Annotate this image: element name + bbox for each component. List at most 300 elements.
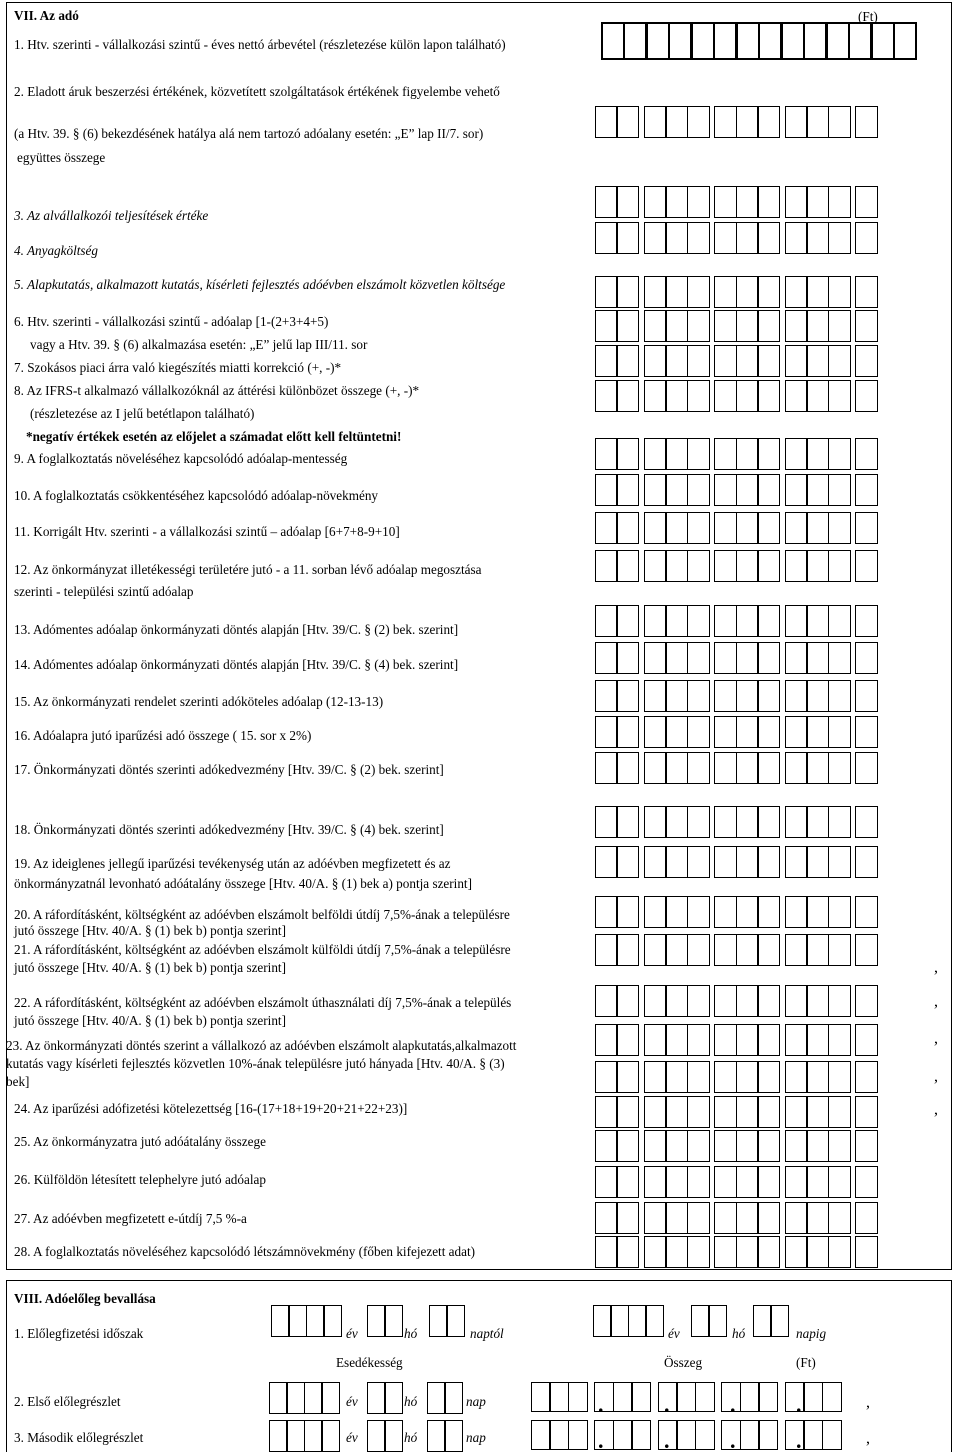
digit-box[interactable]	[304, 1382, 323, 1414]
digit-box[interactable]	[595, 276, 618, 308]
digit-box[interactable]	[644, 345, 667, 377]
digit-box[interactable]	[616, 806, 639, 838]
digit-box[interactable]	[855, 1061, 878, 1093]
digit-box[interactable]	[595, 106, 618, 138]
row-5-digit-boxes[interactable]	[596, 276, 878, 308]
digit-box[interactable]	[676, 1420, 696, 1450]
digit-box[interactable]	[687, 474, 710, 506]
digit-box[interactable]	[757, 896, 780, 928]
digit-box[interactable]	[306, 1305, 325, 1337]
digit-box[interactable]	[616, 752, 639, 784]
first-due-month-boxes[interactable]	[368, 1382, 403, 1414]
digit-box[interactable]	[595, 752, 618, 784]
row-20-digit-boxes[interactable]	[596, 896, 878, 928]
digit-box[interactable]	[757, 934, 780, 966]
digit-box[interactable]	[665, 896, 688, 928]
digit-box[interactable]	[384, 1420, 403, 1452]
digit-box[interactable]	[806, 106, 829, 138]
digit-box[interactable]	[828, 680, 851, 712]
digit-box[interactable]	[855, 106, 878, 138]
digit-box[interactable]	[736, 550, 759, 582]
period-from-day-boxes[interactable]	[430, 1305, 465, 1337]
digit-box[interactable]	[855, 1130, 878, 1162]
digit-box[interactable]	[665, 186, 688, 218]
digit-box[interactable]	[708, 1305, 727, 1337]
digit-box[interactable]	[828, 1166, 851, 1198]
digit-box[interactable]	[687, 186, 710, 218]
digit-box[interactable]	[785, 716, 808, 748]
digit-box[interactable]	[384, 1382, 403, 1414]
digit-box[interactable]	[321, 1420, 340, 1452]
digit-box[interactable]	[736, 680, 759, 712]
digit-box[interactable]	[644, 438, 667, 470]
digit-box[interactable]	[595, 474, 618, 506]
row-23b-digit-boxes[interactable]	[596, 1061, 878, 1093]
digit-box[interactable]	[595, 222, 618, 254]
row-24-digit-boxes[interactable]	[596, 1096, 878, 1128]
digit-box[interactable]	[855, 186, 878, 218]
digit-box[interactable]	[665, 846, 688, 878]
row-27-digit-boxes[interactable]	[596, 1202, 878, 1234]
row-11-digit-boxes[interactable]	[596, 512, 878, 544]
digit-box[interactable]	[806, 985, 829, 1017]
digit-box[interactable]	[714, 934, 737, 966]
row-14-digit-boxes[interactable]	[596, 642, 878, 674]
row-1-digit-boxes[interactable]	[602, 22, 917, 60]
row-4-digit-boxes[interactable]	[596, 222, 878, 254]
row-28-digit-boxes[interactable]	[596, 1236, 878, 1268]
digit-box[interactable]	[855, 345, 878, 377]
digit-box[interactable]	[665, 222, 688, 254]
digit-box[interactable]	[646, 22, 670, 60]
digit-box[interactable]	[855, 896, 878, 928]
digit-box[interactable]	[785, 1382, 805, 1417]
digit-box[interactable]	[595, 806, 618, 838]
digit-box[interactable]	[757, 380, 780, 412]
digit-box[interactable]	[757, 276, 780, 308]
digit-box[interactable]	[687, 896, 710, 928]
digit-box[interactable]	[665, 680, 688, 712]
digit-box[interactable]	[616, 550, 639, 582]
digit-box[interactable]	[595, 550, 618, 582]
second-due-month-boxes[interactable]	[368, 1420, 403, 1452]
digit-box[interactable]	[616, 1024, 639, 1056]
digit-box[interactable]	[616, 1096, 639, 1128]
digit-box[interactable]	[714, 1166, 737, 1198]
digit-box[interactable]	[803, 1382, 823, 1412]
digit-box[interactable]	[806, 380, 829, 412]
digit-box[interactable]	[616, 1236, 639, 1268]
digit-box[interactable]	[644, 716, 667, 748]
digit-box[interactable]	[644, 846, 667, 878]
digit-box[interactable]	[367, 1382, 386, 1414]
digit-box[interactable]	[595, 1024, 618, 1056]
digit-box[interactable]	[828, 310, 851, 342]
digit-box[interactable]	[595, 985, 618, 1017]
row-22-digit-boxes[interactable]	[596, 985, 878, 1017]
digit-box[interactable]	[806, 474, 829, 506]
digit-box[interactable]	[644, 222, 667, 254]
digit-box[interactable]	[736, 1166, 759, 1198]
digit-box[interactable]	[828, 1096, 851, 1128]
digit-box[interactable]	[714, 106, 737, 138]
digit-box[interactable]	[665, 438, 688, 470]
digit-box[interactable]	[828, 806, 851, 838]
digit-box[interactable]	[785, 605, 808, 637]
digit-box[interactable]	[616, 896, 639, 928]
digit-box[interactable]	[714, 276, 737, 308]
digit-box[interactable]	[806, 310, 829, 342]
digit-box[interactable]	[665, 512, 688, 544]
digit-box[interactable]	[855, 680, 878, 712]
digit-box[interactable]	[785, 222, 808, 254]
row-7-digit-boxes[interactable]	[596, 345, 878, 377]
digit-box[interactable]	[806, 642, 829, 674]
digit-box[interactable]	[616, 474, 639, 506]
digit-box[interactable]	[644, 680, 667, 712]
digit-box[interactable]	[757, 1166, 780, 1198]
digit-box[interactable]	[644, 806, 667, 838]
digit-box[interactable]	[616, 1061, 639, 1093]
row-17-digit-boxes[interactable]	[596, 752, 878, 784]
row-9-digit-boxes[interactable]	[596, 438, 878, 470]
digit-box[interactable]	[714, 1236, 737, 1268]
digit-box[interactable]	[613, 1420, 633, 1450]
digit-box[interactable]	[806, 186, 829, 218]
digit-box[interactable]	[740, 1420, 760, 1450]
digit-box[interactable]	[321, 1382, 340, 1414]
digit-box[interactable]	[806, 345, 829, 377]
digit-box[interactable]	[593, 1305, 612, 1337]
digit-box[interactable]	[855, 438, 878, 470]
digit-box[interactable]	[757, 310, 780, 342]
digit-box[interactable]	[785, 438, 808, 470]
period-from-month-boxes[interactable]	[368, 1305, 403, 1337]
digit-box[interactable]	[855, 605, 878, 637]
digit-box[interactable]	[595, 1166, 618, 1198]
digit-box[interactable]	[665, 1236, 688, 1268]
digit-box[interactable]	[714, 310, 737, 342]
digit-box[interactable]	[736, 985, 759, 1017]
digit-box[interactable]	[269, 1420, 288, 1452]
digit-box[interactable]	[855, 474, 878, 506]
digit-box[interactable]	[757, 752, 780, 784]
row-12-digit-boxes[interactable]	[596, 550, 878, 582]
digit-box[interactable]	[695, 1382, 715, 1412]
digit-box[interactable]	[828, 474, 851, 506]
digit-box[interactable]	[427, 1420, 446, 1452]
digit-box[interactable]	[616, 680, 639, 712]
digit-box[interactable]	[644, 605, 667, 637]
digit-box[interactable]	[855, 752, 878, 784]
period-to-year-boxes[interactable]	[594, 1305, 664, 1337]
digit-box[interactable]	[644, 380, 667, 412]
digit-box[interactable]	[806, 680, 829, 712]
digit-box[interactable]	[785, 310, 808, 342]
digit-box[interactable]	[714, 896, 737, 928]
digit-box[interactable]	[665, 1202, 688, 1234]
digit-box[interactable]	[828, 345, 851, 377]
digit-box[interactable]	[855, 1236, 878, 1268]
digit-box[interactable]	[757, 222, 780, 254]
row-15-digit-boxes[interactable]	[596, 680, 878, 712]
digit-box[interactable]	[757, 186, 780, 218]
digit-box[interactable]	[893, 22, 917, 60]
digit-box[interactable]	[595, 1236, 618, 1268]
digit-box[interactable]	[714, 716, 737, 748]
digit-box[interactable]	[806, 846, 829, 878]
digit-box[interactable]	[687, 642, 710, 674]
digit-box[interactable]	[736, 806, 759, 838]
digit-box[interactable]	[616, 642, 639, 674]
row-25-digit-boxes[interactable]	[596, 1130, 878, 1162]
digit-box[interactable]	[736, 896, 759, 928]
digit-box[interactable]	[757, 642, 780, 674]
digit-box[interactable]	[806, 1061, 829, 1093]
digit-box[interactable]	[806, 605, 829, 637]
digit-box[interactable]	[736, 752, 759, 784]
digit-box[interactable]	[595, 846, 618, 878]
digit-box[interactable]	[549, 1420, 569, 1450]
digit-box[interactable]	[855, 550, 878, 582]
digit-box[interactable]	[687, 1166, 710, 1198]
digit-box[interactable]	[367, 1420, 386, 1452]
digit-box[interactable]	[595, 345, 618, 377]
digit-box[interactable]	[855, 1166, 878, 1198]
digit-box[interactable]	[785, 276, 808, 308]
digit-box[interactable]	[644, 1236, 667, 1268]
digit-box[interactable]	[687, 512, 710, 544]
digit-box[interactable]	[855, 642, 878, 674]
digit-box[interactable]	[855, 310, 878, 342]
digit-box[interactable]	[665, 605, 688, 637]
digit-box[interactable]	[616, 1202, 639, 1234]
digit-box[interactable]	[687, 605, 710, 637]
digit-box[interactable]	[781, 22, 805, 60]
digit-box[interactable]	[687, 1236, 710, 1268]
digit-box[interactable]	[616, 846, 639, 878]
digit-box[interactable]	[806, 1236, 829, 1268]
digit-box[interactable]	[644, 474, 667, 506]
digit-box[interactable]	[644, 1096, 667, 1128]
digit-box[interactable]	[644, 1166, 667, 1198]
digit-box[interactable]	[785, 1166, 808, 1198]
digit-box[interactable]	[757, 474, 780, 506]
digit-box[interactable]	[288, 1305, 307, 1337]
digit-box[interactable]	[806, 934, 829, 966]
digit-box[interactable]	[757, 1024, 780, 1056]
digit-box[interactable]	[785, 934, 808, 966]
digit-box[interactable]	[828, 1202, 851, 1234]
digit-box[interactable]	[384, 1305, 403, 1337]
digit-box[interactable]	[785, 550, 808, 582]
digit-box[interactable]	[828, 1130, 851, 1162]
digit-box[interactable]	[595, 1130, 618, 1162]
digit-box[interactable]	[286, 1382, 305, 1414]
digit-box[interactable]	[757, 438, 780, 470]
digit-box[interactable]	[644, 896, 667, 928]
digit-box[interactable]	[736, 1130, 759, 1162]
digit-box[interactable]	[549, 1382, 569, 1412]
digit-box[interactable]	[736, 1024, 759, 1056]
digit-box[interactable]	[616, 222, 639, 254]
row-8-digit-boxes[interactable]	[596, 380, 878, 412]
digit-box[interactable]	[446, 1305, 465, 1337]
digit-box[interactable]	[714, 380, 737, 412]
digit-box[interactable]	[736, 1061, 759, 1093]
digit-box[interactable]	[736, 438, 759, 470]
digit-box[interactable]	[687, 1202, 710, 1234]
digit-box[interactable]	[785, 896, 808, 928]
digit-box[interactable]	[616, 716, 639, 748]
digit-box[interactable]	[758, 1420, 778, 1450]
digit-box[interactable]	[736, 934, 759, 966]
digit-box[interactable]	[616, 1130, 639, 1162]
digit-box[interactable]	[323, 1305, 342, 1337]
first-due-year-boxes[interactable]	[270, 1382, 340, 1414]
digit-box[interactable]	[687, 716, 710, 748]
digit-box[interactable]	[785, 1096, 808, 1128]
digit-box[interactable]	[736, 22, 760, 60]
digit-box[interactable]	[714, 345, 737, 377]
digit-box[interactable]	[828, 106, 851, 138]
digit-box[interactable]	[595, 934, 618, 966]
digit-box[interactable]	[828, 186, 851, 218]
digit-box[interactable]	[644, 186, 667, 218]
digit-box[interactable]	[714, 806, 737, 838]
digit-box[interactable]	[757, 985, 780, 1017]
digit-box[interactable]	[665, 1130, 688, 1162]
digit-box[interactable]	[855, 716, 878, 748]
digit-box[interactable]	[714, 680, 737, 712]
digit-box[interactable]	[595, 605, 618, 637]
digit-box[interactable]	[785, 474, 808, 506]
digit-box[interactable]	[286, 1420, 305, 1452]
digit-box[interactable]	[806, 806, 829, 838]
digit-box[interactable]	[691, 22, 715, 60]
digit-box[interactable]	[594, 1382, 614, 1417]
digit-box[interactable]	[687, 222, 710, 254]
digit-box[interactable]	[687, 806, 710, 838]
digit-box[interactable]	[594, 1420, 614, 1453]
digit-box[interactable]	[644, 310, 667, 342]
digit-box[interactable]	[855, 222, 878, 254]
digit-box[interactable]	[785, 1024, 808, 1056]
digit-box[interactable]	[568, 1382, 588, 1412]
period-to-month-boxes[interactable]	[692, 1305, 727, 1337]
digit-box[interactable]	[644, 985, 667, 1017]
digit-box[interactable]	[367, 1305, 386, 1337]
digit-box[interactable]	[695, 1420, 715, 1450]
digit-box[interactable]	[855, 512, 878, 544]
row-19-digit-boxes[interactable]	[596, 846, 878, 878]
digit-box[interactable]	[665, 345, 688, 377]
digit-box[interactable]	[785, 985, 808, 1017]
digit-box[interactable]	[687, 345, 710, 377]
digit-box[interactable]	[736, 1202, 759, 1234]
digit-box[interactable]	[757, 1130, 780, 1162]
digit-box[interactable]	[736, 1236, 759, 1268]
digit-box[interactable]	[785, 1130, 808, 1162]
digit-box[interactable]	[444, 1382, 463, 1414]
digit-box[interactable]	[687, 1130, 710, 1162]
digit-box[interactable]	[736, 642, 759, 674]
digit-box[interactable]	[855, 985, 878, 1017]
digit-box[interactable]	[828, 642, 851, 674]
digit-box[interactable]	[785, 1061, 808, 1093]
digit-box[interactable]	[595, 896, 618, 928]
digit-box[interactable]	[828, 380, 851, 412]
digit-box[interactable]	[429, 1305, 448, 1337]
digit-box[interactable]	[665, 1096, 688, 1128]
digit-box[interactable]	[644, 1024, 667, 1056]
digit-box[interactable]	[785, 345, 808, 377]
digit-box[interactable]	[757, 605, 780, 637]
digit-box[interactable]	[871, 22, 895, 60]
digit-box[interactable]	[616, 1166, 639, 1198]
digit-box[interactable]	[785, 512, 808, 544]
digit-box[interactable]	[826, 22, 850, 60]
digit-box[interactable]	[687, 106, 710, 138]
digit-box[interactable]	[806, 1166, 829, 1198]
digit-box[interactable]	[595, 512, 618, 544]
digit-box[interactable]	[828, 716, 851, 748]
digit-box[interactable]	[855, 1024, 878, 1056]
digit-box[interactable]	[714, 985, 737, 1017]
digit-box[interactable]	[806, 512, 829, 544]
digit-box[interactable]	[687, 985, 710, 1017]
digit-box[interactable]	[665, 934, 688, 966]
digit-box[interactable]	[806, 276, 829, 308]
digit-box[interactable]	[644, 276, 667, 308]
digit-box[interactable]	[806, 1202, 829, 1234]
digit-box[interactable]	[855, 1096, 878, 1128]
digit-box[interactable]	[736, 222, 759, 254]
digit-box[interactable]	[304, 1420, 323, 1452]
digit-box[interactable]	[665, 985, 688, 1017]
second-due-day-boxes[interactable]	[428, 1420, 463, 1452]
digit-box[interactable]	[665, 474, 688, 506]
digit-box[interactable]	[665, 1024, 688, 1056]
digit-box[interactable]	[714, 222, 737, 254]
digit-box[interactable]	[644, 1130, 667, 1162]
digit-box[interactable]	[595, 310, 618, 342]
digit-box[interactable]	[687, 752, 710, 784]
digit-box[interactable]	[806, 1130, 829, 1162]
digit-box[interactable]	[785, 846, 808, 878]
digit-box[interactable]	[616, 276, 639, 308]
digit-box[interactable]	[828, 550, 851, 582]
digit-box[interactable]	[828, 222, 851, 254]
digit-box[interactable]	[714, 846, 737, 878]
digit-box[interactable]	[736, 345, 759, 377]
digit-box[interactable]	[785, 806, 808, 838]
digit-box[interactable]	[828, 605, 851, 637]
digit-box[interactable]	[531, 1382, 551, 1412]
digit-box[interactable]	[631, 1382, 651, 1412]
digit-box[interactable]	[757, 550, 780, 582]
digit-box[interactable]	[785, 106, 808, 138]
digit-box[interactable]	[740, 1382, 760, 1412]
digit-box[interactable]	[616, 934, 639, 966]
digit-box[interactable]	[568, 1420, 588, 1450]
digit-box[interactable]	[665, 550, 688, 582]
digit-box[interactable]	[687, 1096, 710, 1128]
digit-box[interactable]	[770, 1305, 789, 1337]
row-3-digit-boxes[interactable]	[596, 186, 878, 218]
digit-box[interactable]	[785, 642, 808, 674]
digit-box[interactable]	[616, 438, 639, 470]
